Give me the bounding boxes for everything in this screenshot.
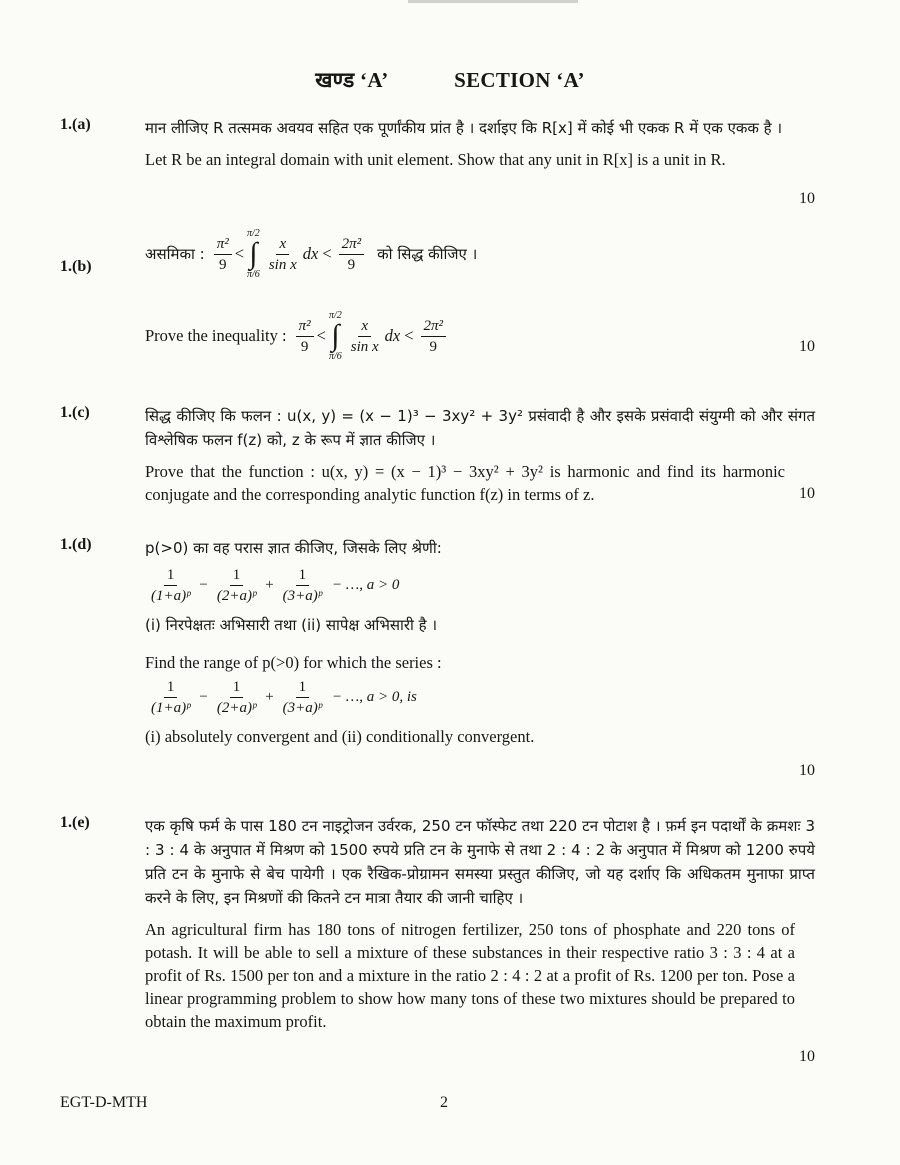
footer-page-number: 2	[440, 1094, 448, 1111]
question-number: 1.(c)	[60, 404, 90, 421]
question-text-hindi: सिद्ध कीजिए कि फलन : u(x, y) = (x − 1)³ − 3xy² + 3y² प्रसंवादी है और इसके प्रसंवादी संयुग्मी को और संगत विश्लेषिक फलन f(z) को, z के रूप में ज्ञात कीजिए ।	[145, 407, 815, 449]
fraction-integrand: $\frac{x}{\text{sin x}}$	[268, 235, 297, 273]
section-title-hindi: खण्ड ‘A’	[315, 68, 389, 92]
question-number: 1.(e)	[60, 814, 90, 831]
marks: 10	[799, 338, 815, 355]
marks: 10	[799, 762, 815, 779]
marks: 10	[799, 190, 815, 207]
fraction-rhs: $\frac{\text{2π²}}{9}$	[339, 235, 365, 274]
question-text-hindi: p(>0) का वह परास ज्ञात कीजिए, जिसके लिए श्रेणी:	[145, 539, 442, 557]
question-text-hindi: मान लीजिए R तत्समक अवयव सहित एक पूर्णांकीय प्रांत है । दर्शाइए कि R[x] में कोई भी एकक R में एक एकक है ।	[145, 119, 783, 137]
inequality-hindi-prefix: असमिका :	[145, 245, 205, 263]
integral-sign: π/2 ∫ π/6	[247, 228, 260, 280]
top-rule	[408, 0, 578, 3]
integral-sign: π/2 ∫ π/6	[328, 310, 342, 362]
series-expression-hindi: $\frac{1}{\text{(1+a)ᵖ}}$ − $\frac{1}{\text{(2+a)ᵖ}}$ + $\frac{1}{\text{(3+a)ᵖ}}$ − …, a > 0	[151, 567, 400, 604]
footer-paper-code: EGT-D-MTH	[60, 1094, 148, 1111]
marks: 10	[799, 485, 815, 502]
question-tail-english: (i) absolutely convergent and (ii) conditionally convergent.	[145, 727, 535, 746]
question-text-english: Prove that the function : u(x, y) = (x − 1)³ − 3xy² + 3y² is harmonic and find its harmonic conjugate and the corresponding analytic function f(z) in terms of z.	[145, 462, 785, 504]
fraction-lhs: $\frac{\text{π²}}{9}$	[214, 235, 232, 274]
question-number: 1.(a)	[60, 116, 91, 133]
fraction-rhs: $\frac{\text{2π²}}{9}$	[421, 317, 447, 356]
question-tail-hindi: (i) निरपेक्षतः अभिसारी तथा (ii) सापेक्ष अभिसारी है ।	[145, 616, 438, 634]
section-title-english: SECTION ‘A’	[454, 68, 585, 92]
question-text-english: Find the range of p(>0) for which the series :	[145, 653, 442, 672]
fraction-integrand: $\frac{x}{\text{sin x}}$	[350, 317, 379, 355]
inequality-english: Prove the inequality : $\frac{\text{π²}}{9}$ < π/2 ∫ π/6 $\frac{x}{\text{sin x}}$ dx < $\frac{\text{2π²}}{9}$	[145, 310, 815, 362]
question-text-english: Let R be an integral domain with unit element. Show that any unit in R[x] is a unit in R.	[145, 150, 726, 169]
marks: 10	[799, 1048, 815, 1065]
inequality-hindi: असमिका : $\frac{\text{π²}}{9}$ < π/2 ∫ π/6 $\frac{x}{\text{sin x}}$ dx < $\frac{\text{2π²}}{9}$ को सिद्ध कीजिए ।	[145, 228, 478, 280]
question-number: 1.(b)	[60, 258, 92, 275]
fraction-lhs: $\frac{\text{π²}}{9}$	[296, 317, 314, 356]
inequality-hindi-suffix: को सिद्ध कीजिए ।	[377, 245, 478, 263]
inequality-english-prefix: Prove the inequality :	[145, 326, 287, 345]
question-number: 1.(d)	[60, 536, 92, 553]
question-text-english: An agricultural firm has 180 tons of nitrogen fertilizer, 250 tons of phosphate and 220 tons of potash. It will be able to sell a mixture of these substances in their respective ratio 3 : 3 : 4 at a profit of Rs. 1500 per ton and a mixture in the ratio 2 : 4 : 2 at a profit of Rs. 1200 per ton. Pose a linear programming problem to show how many tons of these two mixtures should be prepared to obtain the maximum profit.	[145, 920, 795, 1031]
series-expression-english: $\frac{1}{\text{(1+a)ᵖ}}$ − $\frac{1}{\text{(2+a)ᵖ}}$ + $\frac{1}{\text{(3+a)ᵖ}}$ − …, a > 0, is	[151, 679, 417, 716]
section-title	[0, 66, 900, 94]
question-text-hindi: एक कृषि फर्म के पास 180 टन नाइट्रोजन उर्वरक, 250 टन फॉस्फेट तथा 220 टन पोटाश है । फ़र्म इन पदार्थों के क्रमशः 3 : 3 : 4 के अनुपात में मिश्रण को 1500 रुपये प्रति टन के मुनाफे से तथा 2 : 4 : 2 के अनुपात में मिश्रण को 1200 रुपये प्रति टन के मुनाफे से बेच पायेगी । एक रैखिक-प्रोग्रामन समस्या प्रस्तुत कीजिए, जो यह दर्शाए कि अधिकतम मुनाफा प्राप्त करने के लिए, इन मिश्रणों की कितने टन मात्रा तैयार की जानी चाहिए ।	[145, 817, 815, 907]
